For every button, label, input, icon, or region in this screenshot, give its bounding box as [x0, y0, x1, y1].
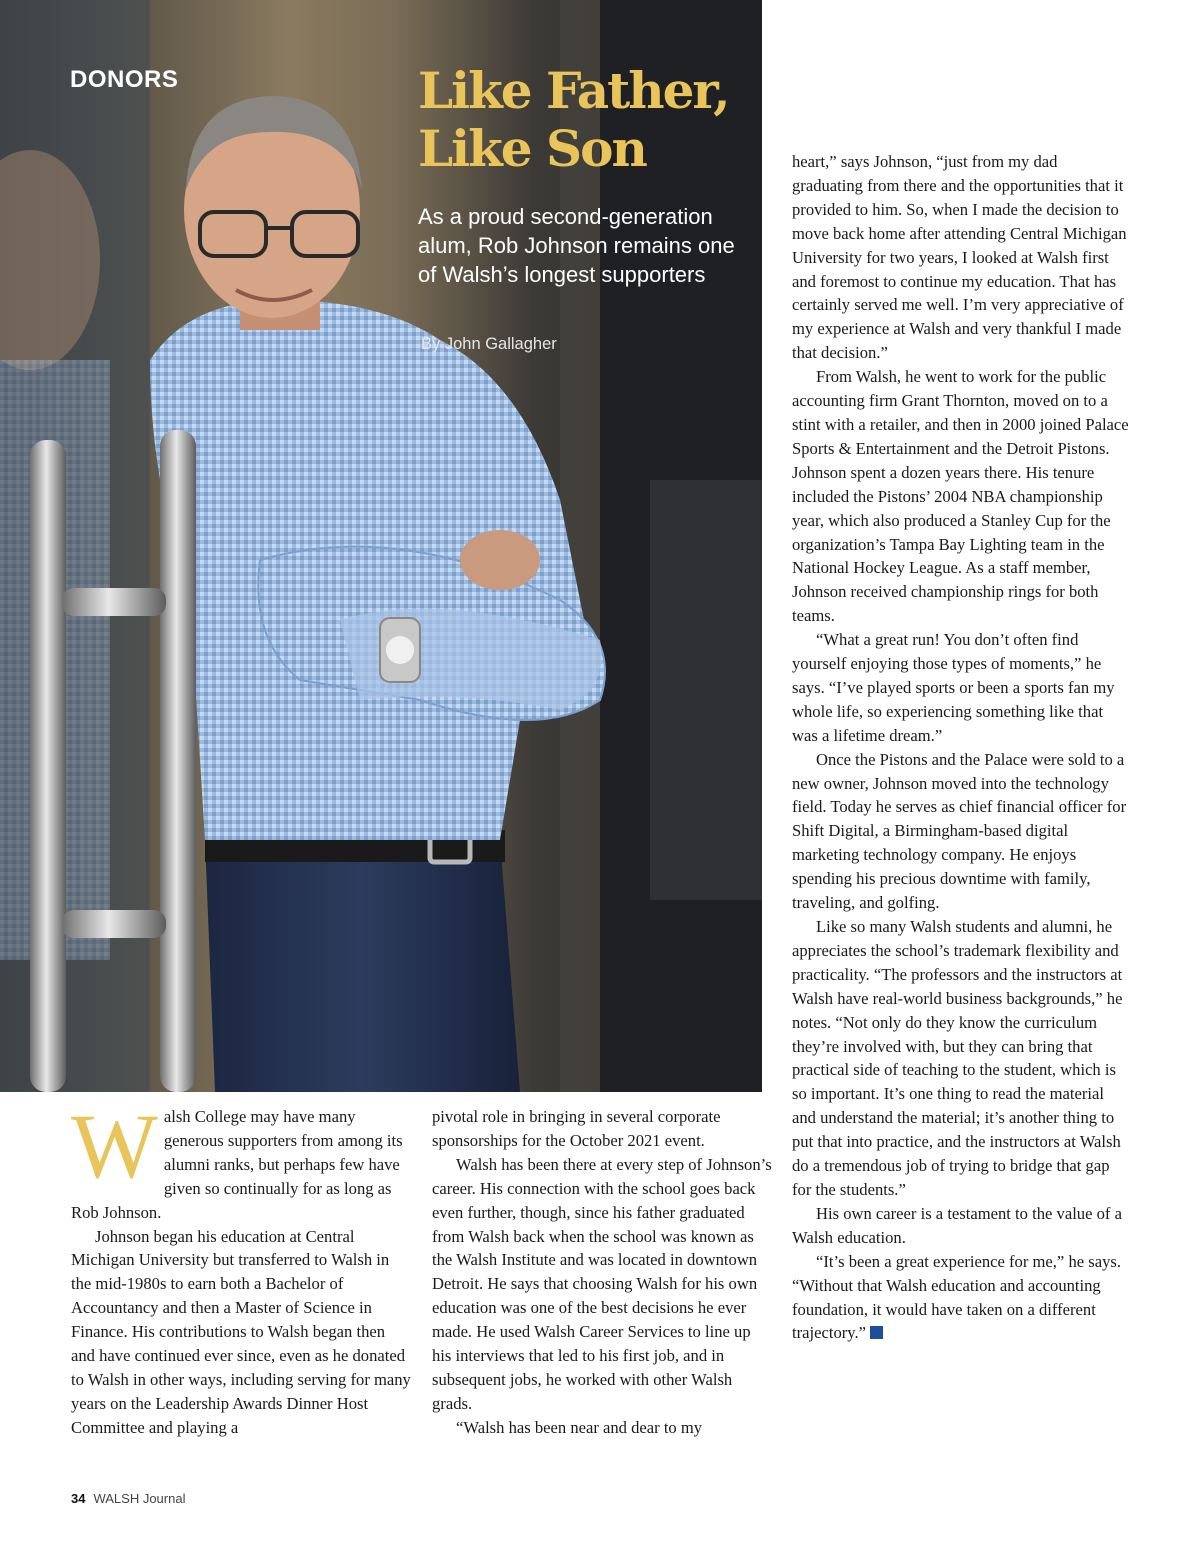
article-paragraph: Once the Pistons and the Palace were sold to a new owner, Johnson moved into the technology field. Today he serves as chief financial officer for Shift Digital, a Birmingham-based digital marketing technology company. He enjoys spending his precious downtime with family, traveling, and golfing. — [792, 749, 1127, 913]
publication-name: WALSH Journal — [93, 1491, 186, 1506]
paragraph-text: alsh College may have many generous supporters from among its alumni ranks, but perhaps few have given so continually for as long as Rob Johnson. — [71, 1107, 403, 1222]
end-mark-icon — [870, 1326, 883, 1339]
paragraph-text: “It’s been a great experience for me,” he says. “Without that Walsh education and accounting foundation, it would have taken on a different trajectory.” — [792, 1251, 1121, 1343]
section-label: DONORS — [70, 66, 179, 93]
article-paragraph — [71, 1095, 411, 1225]
article-paragraph: Johnson began his education at Central Michigan University but transferred to Walsh in the mid-1980s to earn both a Bachelor of Accountancy and then a Master of Science in Finance. His contributions to Walsh began then and have continued ever since, even as he donated to Walsh in other ways, including serving for many years on the Leadership Awards Dinner Host Committee and playing a — [71, 1226, 411, 1437]
headline — [418, 62, 758, 178]
drop-cap: W — [71, 1095, 158, 1197]
article-paragraph: “What a great run! You don’t often find yourself enjoying those types of moments,” he says. “I’ve played sports or been a sports fan my whole life, so experiencing something like that was a lifetime dream.” — [792, 630, 1115, 745]
hero-photo — [0, 0, 762, 1092]
subheadline: As a proud second-generation alum, Rob Johnson remains one of Walsh’s longest supporters — [418, 204, 735, 287]
page-footer — [71, 1491, 185, 1506]
page-number: 34 — [71, 1491, 86, 1506]
article-column-1 — [71, 1095, 411, 1440]
article-paragraph: From Walsh, he went to work for the public accounting firm Grant Thornton, moved on to a stint with a retailer, and then in 2000 joined Palace Sports & Entertainment and the Detroit Pistons. Johnson spent a dozen years there. His tenure included the Pistons’ 2004 NBA championship year, which also produced a Stanley Cup for the organization’s Tampa Bay Lighting team in the National Hockey League. As a staff member, Johnson received championship rings for both teams. — [792, 367, 1129, 626]
article-paragraph: pivotal role in bringing in several corporate sponsorships for the October 2021 event. — [432, 1107, 721, 1150]
article-paragraph: Walsh has been there at every step of Johnson’s career. His connection with the school goes back even further, though, since his father graduated from Walsh back when the school was known as the Walsh Institute and was located in downtown Detroit. He says that choosing Walsh for his own education was one of the best decisions he ever made. He used Walsh Career Services to line up his interviews that led to his first job, and in subsequent jobs, he worked with other Walsh grads. — [432, 1154, 772, 1413]
headline-line-2: Like Son — [418, 119, 646, 178]
article-paragraph: heart,” says Johnson, “just from my dad graduating from there and the opportunities that it provided to him. So, when I made the decision to move back home after attending Central Michigan University for two years, I looked at Walsh first and foremost to continue my education. That has certainly served me well. I’m very appreciative of my experience at Walsh and very thankful I made that decision.” — [792, 152, 1127, 363]
article-paragraph: Like so many Walsh students and alumni, he appreciates the school’s trademark flexibility and practicality. “The professors and the instructors at Walsh have real-world business backgrounds,” he notes. “Not only do they know the curriculum they’re involved with, but they can bring that practical side of teaching to the student, which is so important. It’s one thing to read the material and understand the material; it’s another thing to put that into practice, and the instructors at Walsh do a tremendous job of trying to bridge that gap for the students.” — [792, 917, 1123, 1199]
article-column-3 — [792, 150, 1130, 1345]
article-column-2 — [432, 1105, 772, 1440]
article-paragraph: “Walsh has been near and dear to my — [456, 1417, 703, 1437]
headline-line-1: Like Father, — [418, 61, 729, 120]
byline: By John Gallagher — [421, 335, 557, 353]
article-paragraph: His own career is a testament to the value of a Walsh education. — [792, 1203, 1122, 1247]
article-paragraph — [792, 1250, 1130, 1346]
